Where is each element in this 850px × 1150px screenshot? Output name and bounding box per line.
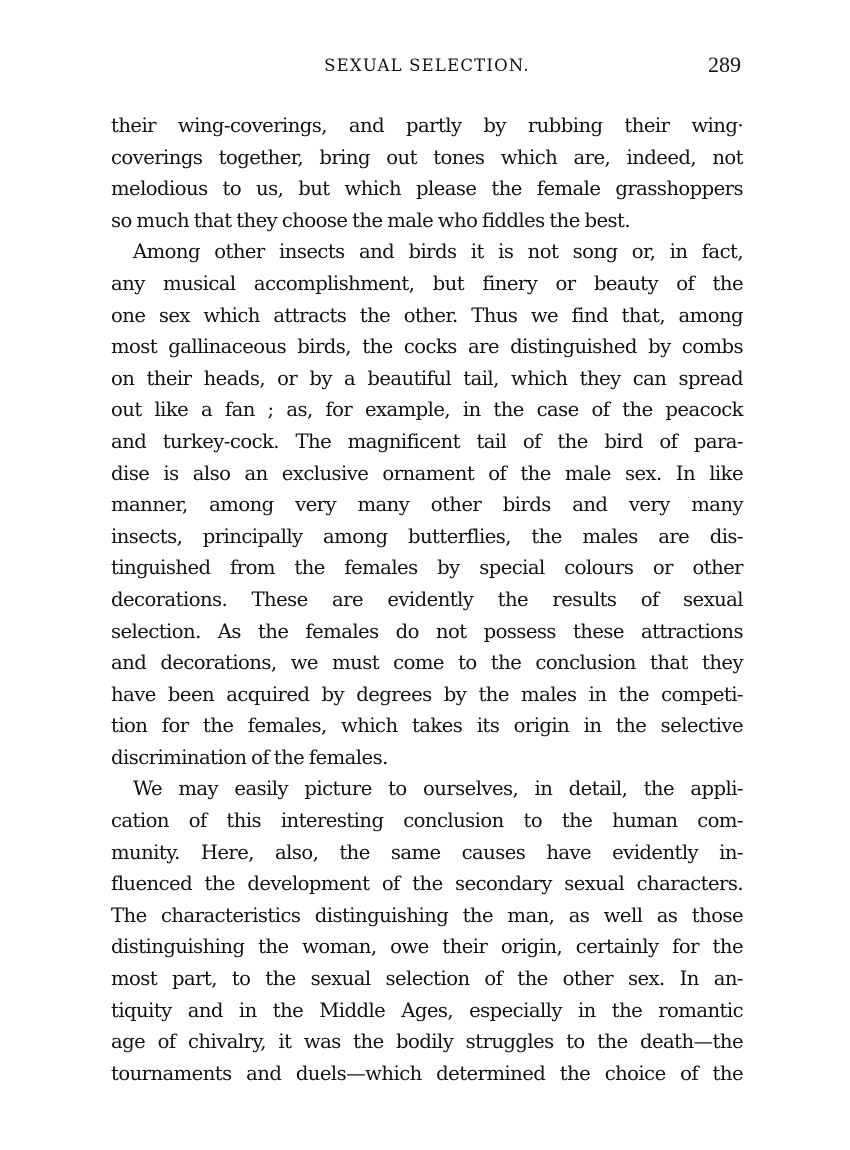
text-line: have been acquired by degrees by the males in the competi- [111,682,743,706]
text-line: tinguished from the females by special colours or other [111,556,743,580]
text-line: discrimination of the females. [111,745,388,769]
text-line: and decorations, we must come to the conclusion that they [111,651,743,675]
text-line: so much that they choose the male who fiddles the best. [111,208,631,232]
text-line: most part, to the sexual selection of the other sex. In an- [111,967,743,991]
text-line: one sex which attracts the other. Thus we find that, among [111,303,743,327]
text-line: on their heads, or by a beautiful tail, which they can spread [111,366,743,390]
text-line: Among other insects and birds it is not song or, in fact, [133,240,743,264]
text-line: munity. Here, also, the same causes have evidently in- [111,840,743,864]
text-line: The characteristics distinguishing the man, as well as those [111,903,743,927]
text-line: tiquity and in the Middle Ages, especially in the romantic [111,998,743,1022]
text-line: decorations. These are evidently the results of sexual [111,587,743,611]
text-line: tournaments and duels—which determined the choice of the [111,1061,743,1085]
text-line: manner, among very many other birds and very many [111,493,743,517]
text-line: tion for the females, which takes its origin in the selective [111,714,743,738]
paragraph-3 [111,773,743,1089]
running-head [111,54,743,84]
text-line: any musical accomplishment, but finery or beauty of the [111,271,743,295]
text-line: most gallinaceous birds, the cocks are distinguished by combs [111,335,743,359]
text-line: cation of this interesting conclusion to the human com- [111,809,743,833]
text-line: dise is also an exclusive ornament of the male sex. In like [111,461,743,485]
text-line: and turkey-cock. The magnificent tail of the bird of para- [111,429,743,453]
text-line: age of chivalry, it was the bodily struggles to the death—the [111,1030,743,1054]
paragraph-1 [111,110,743,236]
running-title: SEXUAL SELECTION. [324,56,530,75]
text-line: distinguishing the woman, owe their origin, certainly for the [111,935,743,959]
text-line: coverings together, bring out tones which are, indeed, not [111,145,743,169]
paragraph-2 [111,236,743,773]
page-number: 289 [708,52,741,77]
text-line: We may easily picture to ourselves, in detail, the appli- [133,777,743,801]
body-text [111,110,743,1089]
text-line: out like a fan ; as, for example, in the case of the peacock [111,398,743,422]
text-line: melodious to us, but which please the female grasshoppers [111,177,743,201]
text-line: their wing-coverings, and partly by rubbing their wing· [111,114,743,137]
text-line: insects, principally among butterflies, the males are dis- [111,524,743,548]
text-line: fluenced the development of the secondary sexual characters. [111,872,743,896]
text-line: selection. As the females do not possess these attractions [111,619,743,643]
